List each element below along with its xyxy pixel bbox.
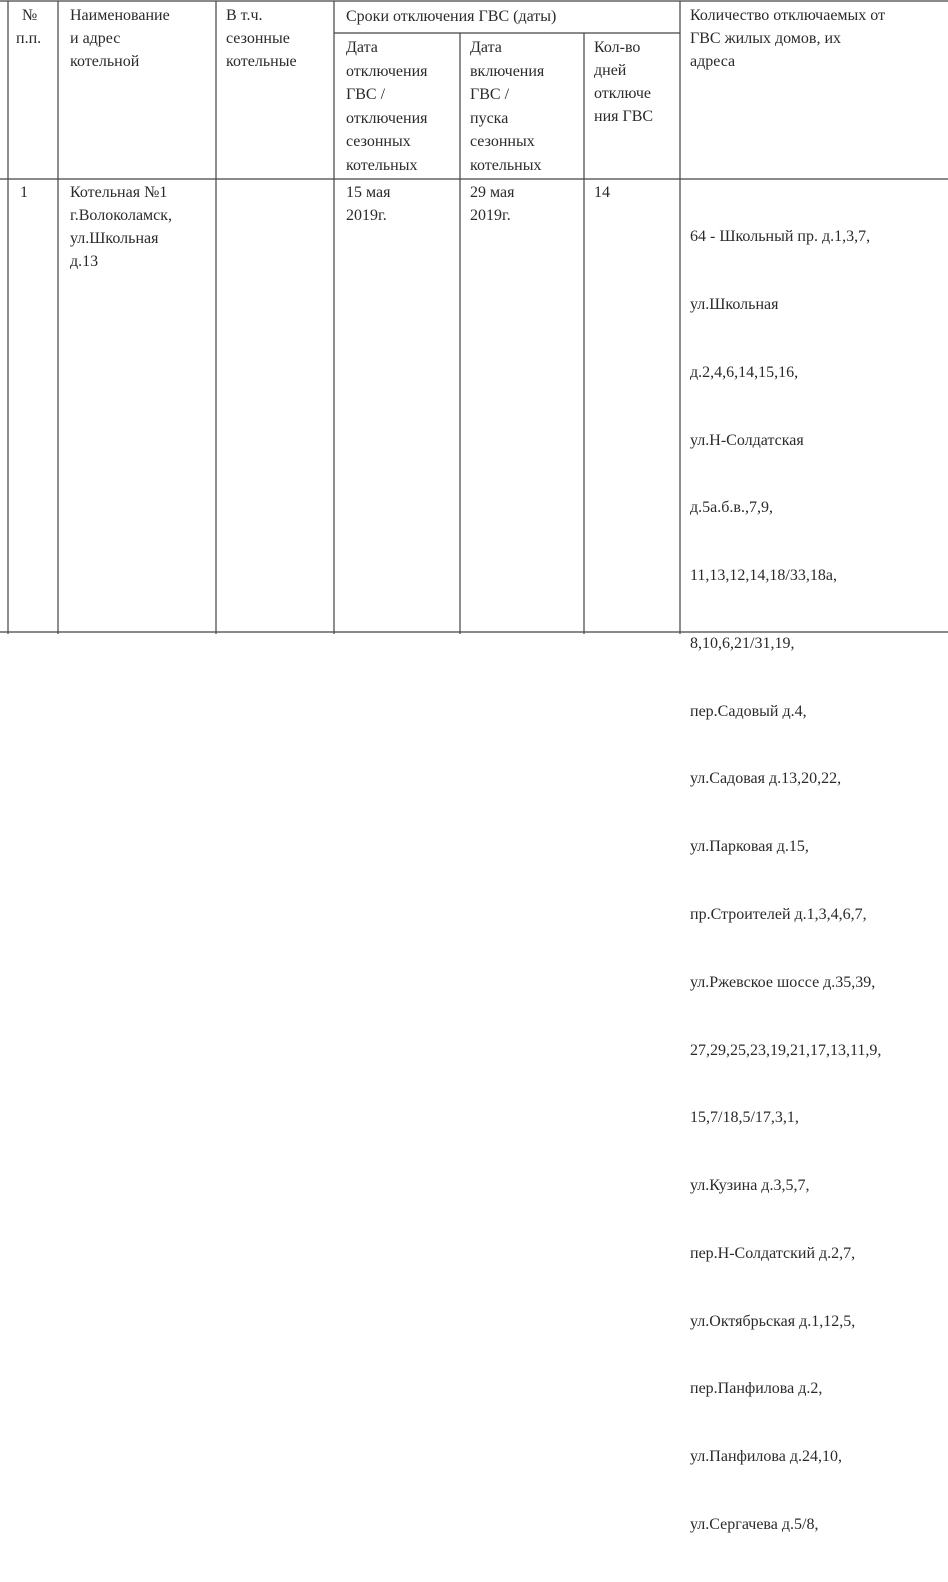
header-houses-line: ГВС жилых домов, их bbox=[690, 30, 842, 47]
row1-name-line: Котельная №1 bbox=[70, 184, 168, 201]
address-line: ул.Октябрьская д.1,12,5, bbox=[690, 1312, 856, 1330]
address-line: 11,13,12,14,18/33,18а, bbox=[690, 567, 837, 585]
row1-name-cell bbox=[70, 181, 172, 273]
header-on-line: котельных bbox=[470, 156, 542, 174]
address-line: пер.Садовый д.4, bbox=[690, 702, 807, 720]
address-line: ул.Школьная bbox=[690, 295, 779, 313]
row1-days-cell: 14 bbox=[594, 184, 610, 201]
header-off-date-cell bbox=[346, 36, 428, 177]
address-line: пер.Панфилова д.2, bbox=[690, 1380, 823, 1398]
row1-name-line: г.Волоколамск, bbox=[70, 207, 173, 224]
header-houses-cell bbox=[690, 4, 885, 73]
header-on-line: сезонных bbox=[470, 133, 535, 150]
row1-off-line: 2019г. bbox=[346, 207, 387, 224]
header-off-line: Дата bbox=[346, 39, 378, 56]
header-on-line: пуска bbox=[470, 109, 509, 127]
address-line: д.2,4,6,14,15,16, bbox=[690, 363, 799, 381]
header-seasonal-line: сезонные bbox=[226, 30, 290, 47]
row1-name-line: ул.Школьная bbox=[70, 230, 159, 247]
header-houses-line: Количество отключаемых от bbox=[690, 7, 886, 24]
header-days-line: отключе bbox=[594, 85, 652, 102]
header-num-line: п.п. bbox=[16, 30, 42, 47]
header-houses-line: адреса bbox=[690, 53, 736, 70]
row1-off-line: 15 мая bbox=[346, 184, 391, 201]
address-line: 8,10,6,21/31,19, bbox=[690, 634, 795, 652]
address-line: ул.Садовая д.13,20,22, bbox=[690, 770, 842, 788]
address-line: 27,29,25,23,19,21,17,13,11,9, bbox=[690, 1041, 882, 1059]
header-on-line: ГВС / bbox=[470, 86, 510, 103]
row1-num-cell: 1 bbox=[20, 184, 28, 201]
header-on-line: включения bbox=[470, 62, 545, 80]
address-line: пер.Н-Солдатский д.2,7, bbox=[690, 1244, 856, 1262]
header-on-line: Дата bbox=[470, 39, 502, 56]
header-seasonal-line: котельные bbox=[226, 53, 297, 70]
header-days-line: Кол-во bbox=[594, 39, 641, 56]
header-seasonal-line: В т.ч. bbox=[226, 7, 263, 24]
address-line: ул.Парковая д.15, bbox=[690, 838, 809, 856]
header-dates-group: Сроки отключения ГВС (даты) bbox=[346, 8, 557, 25]
row1-on-date-cell bbox=[470, 181, 514, 227]
address-line: ул.Панфилова д.24,10, bbox=[690, 1448, 842, 1466]
header-off-line: котельных bbox=[346, 156, 418, 174]
header-name-cell bbox=[70, 4, 170, 73]
header-off-line: сезонных bbox=[346, 133, 411, 150]
header-name-line: котельной bbox=[70, 53, 140, 70]
header-on-date-cell bbox=[470, 36, 544, 177]
row1-addresses-cell bbox=[690, 181, 881, 1582]
header-num-cell bbox=[16, 4, 41, 50]
header-name-line: Наименование bbox=[70, 7, 170, 24]
row1-on-line: 2019г. bbox=[470, 207, 511, 224]
header-num-line: № bbox=[22, 7, 38, 24]
address-line: ул.Н-Солдатская bbox=[690, 431, 804, 449]
address-line: 15,7/18,5/17,3,1, bbox=[690, 1109, 799, 1127]
row1-name-line: д.13 bbox=[70, 253, 99, 270]
address-line: д.5а.б.в.,7,9, bbox=[690, 499, 773, 517]
header-seasonal-cell bbox=[226, 4, 297, 73]
address-line: 64 - Школьный пр. д.1,3,7, bbox=[690, 228, 871, 246]
address-line: ул.Кузина д.3,5,7, bbox=[690, 1177, 810, 1195]
row1-on-line: 29 мая bbox=[470, 184, 515, 201]
header-off-line: ГВС / bbox=[346, 86, 386, 103]
address-line: ул.Сергачева д.5/8, bbox=[690, 1516, 819, 1534]
address-line: пр.Строителей д.1,3,4,6,7, bbox=[690, 906, 867, 923]
header-days-line: ния ГВС bbox=[594, 108, 654, 125]
header-days-line: дней bbox=[594, 62, 627, 79]
header-name-line: и адрес bbox=[70, 30, 121, 47]
header-off-line: отключения bbox=[346, 109, 428, 127]
header-off-line: отключения bbox=[346, 62, 428, 80]
address-line: ул.Ржевское шоссе д.35,39, bbox=[690, 973, 876, 991]
header-days-cell bbox=[594, 36, 653, 128]
row1-off-date-cell bbox=[346, 181, 390, 227]
